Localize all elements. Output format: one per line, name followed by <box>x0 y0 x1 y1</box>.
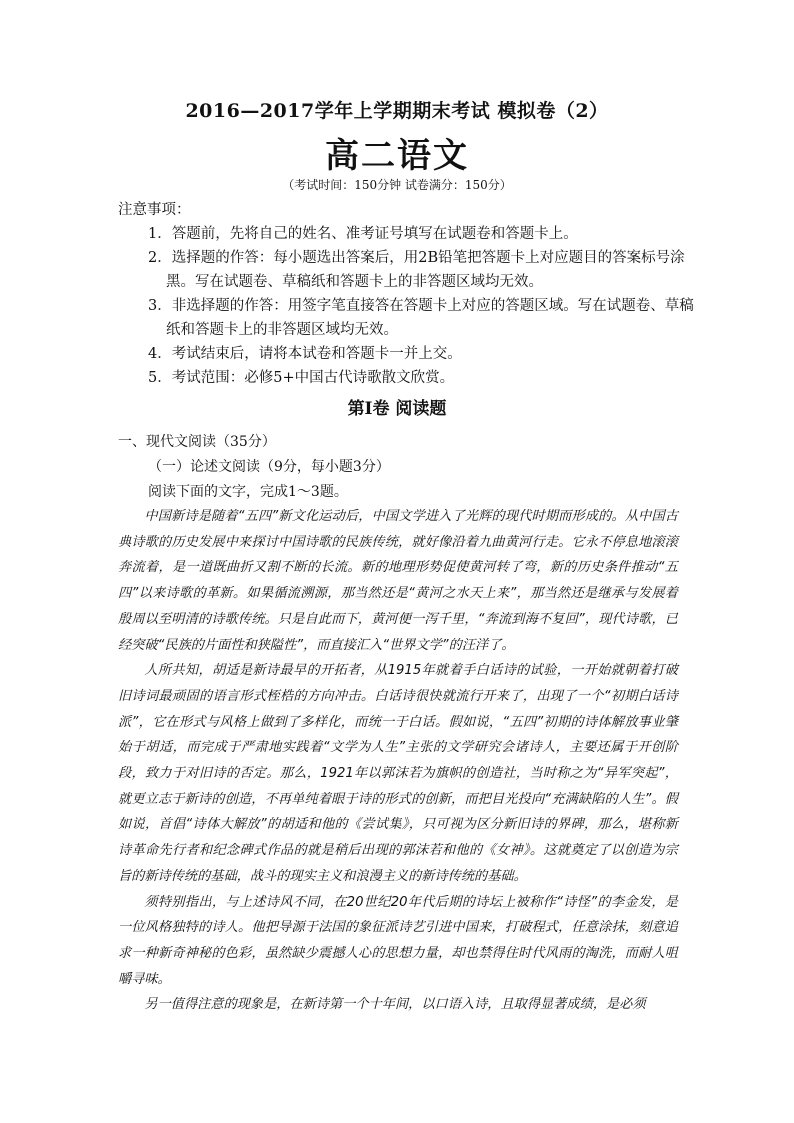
passage-paragraph: 须特别指出，与上述诗风不同，在20世纪20年代后期的诗坛上被称作“诗怪”的李金发，是一位风格独特的诗人。他把导源于法国的象征派诗艺引进中国来，打破程式，任意涂抹，刻意追求一种新奇神秘的色彩，虽然缺少震撼人心的思想力量，却也禁得住时代风雨的淘洗，而耐人咀嚼寻味。 <box>118 894 678 987</box>
passage-paragraph: 人所共知，胡适是新诗最早的开拓者，从1915年就着手白话诗的试验，一开始就朝着打破旧诗词最顽固的语言形式桎梏的方向冲击。白话诗很快就流行开来了，出现了一个“初期白话诗派”，它在形式与风格上做到了多样化，而统一于白话。假如说，“五四”初期的诗体解放事业肇始于胡适，而完成于严肃地实践着“文学为人生”主张的文学研究会诸诗人，主要还属于开创阶段，致力于对旧诗的否定。那么，1921年以郭沫若为旗帜的创造社，当时称之为“异军突起”，就更立志于新诗的创造，不再单纯着眼于诗的形式的创新，而把目光投向“充满缺陷的人生”。假如说，首倡“诗体大解放”的胡适和他的《尝试集》，只可视为区分新旧诗的界碑，那么，堪称新诗革命先行者和纪念碑式作品的就是稍后出现的郭沫若和他的《女神》。这就奠定了以创造为宗旨的新诗传统的基础，战斗的现实主义和浪漫主义的新诗传统的基础。 <box>118 663 678 884</box>
section-title: 第Ⅰ卷 阅读题 <box>347 399 447 419</box>
subpart-heading: （一）论述文阅读（9分，每小题3分） <box>148 459 390 475</box>
note-item: 3．非选择题的作答：用签字笔直接答在答题卡上对应的答题区域。写在试题卷、草稿 <box>148 298 694 314</box>
exam-title: 2016—2017学年上学期期末考试 模拟卷（2） <box>185 100 609 122</box>
reading-passage <box>118 504 678 1018</box>
reading-instruction: 阅读下面的文字，完成1～3题。 <box>148 484 348 500</box>
subject-title: 高二语文 <box>325 136 469 176</box>
part-heading: 一、现代文阅读（35分） <box>118 434 276 450</box>
passage-paragraph: 另一值得注意的现象是，在新诗第一个十年间，以口语入诗，且取得显著成绩，是必须 <box>144 997 646 1013</box>
passage-paragraph: 中国新诗是随着“五四”新文化运动后，中国文学进入了光辉的现代时期而形成的。从中国古典诗歌的历史发展中来探讨中国诗歌的民族传统，就好像沿着九曲黄河行走。它永不停息地滚滚奔流着，是一道既曲折又割不断的长流。新的地理形势促使黄河转了弯，新的历史条件推动“五四”以来诗歌的革新。如果循流溯源，那当然还是“黄河之水天上来”，那当然还是继承与发展着殷周以至明清的诗歌传统。只是自此而下，黄河便一泻千里，“奔流到海不复回”，现代诗歌，已经突破“民族的片面性和狭隘性”，而直接汇入“世界文学”的汪洋了。 <box>118 509 678 653</box>
note-item: 2．选择题的作答：每小题选出答案后，用2B铅笔把答题卡上对应题目的答案标号涂 <box>148 250 685 266</box>
note-item: 黑。写在试题卷、草稿纸和答题卡上的非答题区域均无效。 <box>166 274 543 290</box>
notes-title: 注意事项： <box>118 202 191 218</box>
note-item: 5．考试范围：必修5+中国古代诗歌散文欣赏。 <box>148 370 455 386</box>
exam-meta: （考试时间：150分钟 试卷满分：150分） <box>282 178 512 192</box>
note-item: 1．答题前，先将自己的姓名、准考证号填写在试题卷和答题卡上。 <box>148 226 578 242</box>
note-item: 4．考试结束后，请将本试卷和答题卡一并上交。 <box>148 346 462 362</box>
note-item: 纸和答题卡上的非答题区域均无效。 <box>166 322 398 338</box>
